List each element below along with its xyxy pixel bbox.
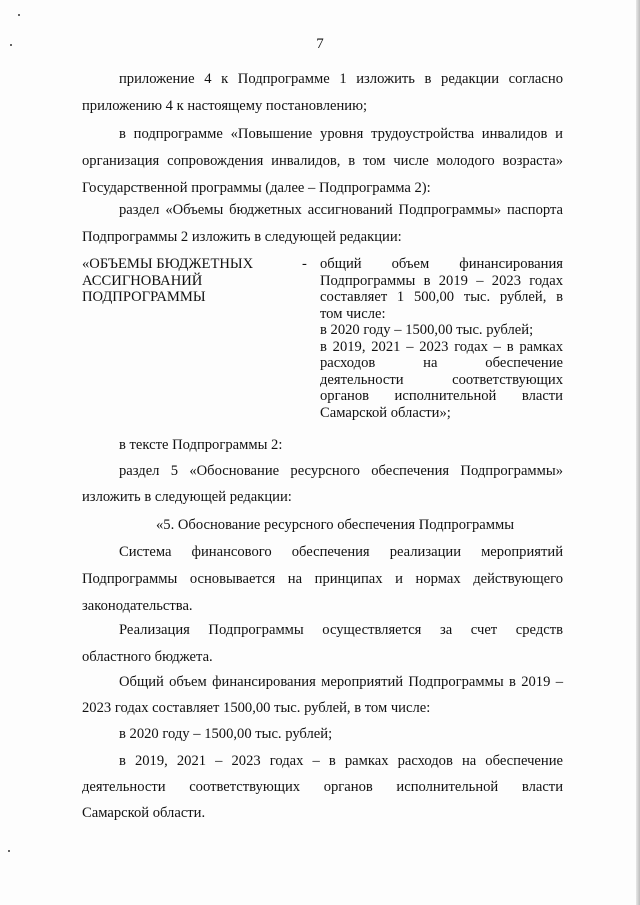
section-heading: «5. Обоснование ресурсного обеспечения Подпрограммы <box>156 517 515 533</box>
text-line: Подпрограммы 2 изложить в следующей редакции: <box>82 229 402 245</box>
table-value-line: в 2020 году – 1500,00 тыс. рублей; <box>320 322 534 338</box>
table-dash: - <box>302 256 307 272</box>
table-value-line: деятельности соответствующих <box>320 371 563 388</box>
text-line: Самарской области. <box>82 805 206 821</box>
text-line: изложить в следующей редакции: <box>82 489 292 505</box>
table-value-line: общий объем финансирования <box>320 256 563 272</box>
text-line: Подпрограммы основывается на принципах и нормах действующего <box>82 571 563 587</box>
passport-table-value <box>320 256 563 421</box>
text-line: областного бюджета. <box>82 649 213 665</box>
text-line: раздел 5 «Обоснование ресурсного обеспечения Подпрограммы» <box>119 463 563 479</box>
text-line: приложение 4 к Подпрограмме 1 изложить в редакции согласно <box>119 71 563 87</box>
text-line: в тексте Подпрограммы 2: <box>119 437 283 453</box>
table-value-line: в 2019, 2021 – 2023 годах – в рамках <box>320 338 563 355</box>
text-line: деятельности соответствующих органов исполнительной власти <box>82 779 563 795</box>
text-line: 2023 годах составляет 1500,00 тыс. рублей, в том числе: <box>82 700 431 716</box>
table-value-line: Подпрограммы в 2019 – 2023 годах <box>320 272 563 289</box>
table-value-line: составляет 1 500,00 тыс. рублей, в <box>320 289 563 305</box>
scan-speck <box>18 14 20 16</box>
table-value-line: Самарской области»; <box>320 404 451 421</box>
page-number: 7 <box>316 36 324 52</box>
text-line: организация сопровождения инвалидов, в том числе молодого возраста» <box>82 153 563 169</box>
text-line: в подпрограмме «Повышение уровня трудоустройства инвалидов и <box>119 126 563 142</box>
table-value-line: расходов на обеспечение <box>320 355 563 371</box>
text-line: Система финансового обеспечения реализации мероприятий <box>119 544 563 560</box>
passport-table-label <box>82 256 292 306</box>
page-edge-shadow <box>636 0 640 905</box>
table-label-line: ПОДПРОГРАММЫ <box>82 289 206 305</box>
text-line: в 2020 году – 1500,00 тыс. рублей; <box>119 726 333 742</box>
scan-speck <box>8 850 10 852</box>
text-line: Реализация Подпрограммы осуществляется за счет средств <box>119 622 563 638</box>
table-value-line: том числе: <box>320 305 386 322</box>
text-line: раздел «Объемы бюджетных ассигнований Подпрограммы» паспорта <box>119 202 563 218</box>
table-value-line: органов исполнительной власти <box>320 388 563 404</box>
text-line: Общий объем финансирования мероприятий Подпрограммы в 2019 – <box>119 674 563 690</box>
table-label-line: «ОБЪЕМЫ БЮДЖЕТНЫХ <box>82 256 254 272</box>
text-line: Государственной программы (далее – Подпрограмма 2): <box>82 180 431 196</box>
text-line: законодательства. <box>82 598 193 614</box>
text-line: приложению 4 к настоящему постановлению; <box>82 98 368 114</box>
text-line: в 2019, 2021 – 2023 годах – в рамках расходов на обеспечение <box>119 753 563 769</box>
table-label-line: АССИГНОВАНИЙ <box>82 272 203 289</box>
